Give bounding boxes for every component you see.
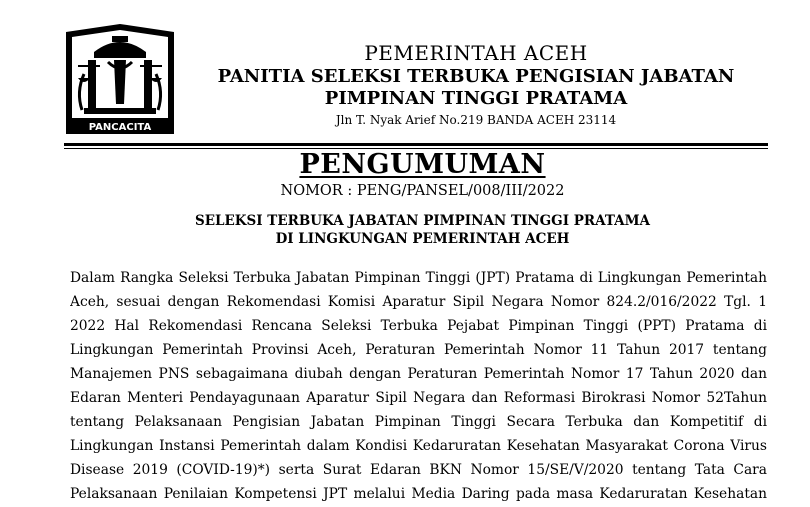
- body-line: tentang Pelaksanaan Pengisian Jabatan Pimpinan Tinggi Secara Terbuka dan Kompetitif di: [70, 414, 767, 430]
- letterhead: [186, 40, 766, 129]
- body-line: Lingkungan Pemerintah Provinsi Aceh, Peraturan Pemerintah Nomor 11 Tahun 2017 tentang: [70, 342, 767, 358]
- body-line: Aceh, sesuai dengan Rekomendasi Komisi Aparatur Sipil Negara Nomor 824.2/016/2022 Tgl. 1: [70, 294, 767, 310]
- subject-line-2: DI LINGKUNGAN PEMERINTAH ACEH: [275, 231, 570, 247]
- announcement-number: NOMOR : PENG/PANSEL/008/III/2022: [280, 183, 565, 199]
- subject-line-1: SELEKSI TERBUKA JABATAN PIMPINAN TINGGI PRATAMA: [194, 213, 651, 229]
- body-line: Disease 2019 (COVID-19)*) serta Surat Edaran BKN Nomor 15/SE/V/2020 tentang Tata Cara: [70, 462, 767, 478]
- position-name: PIMPINAN TINGGI PRATAMA: [324, 88, 628, 109]
- letterhead-divider-thick: [64, 143, 768, 146]
- body-line: Edaran Menteri Pendayagunaan Aparatur Sipil Negara dan Reformasi Birokrasi Nomor 52Tahun: [70, 390, 767, 406]
- announcement-title: PENGUMUMAN: [299, 149, 546, 180]
- body-line: 2022 Hal Rekomendasi Rencana Seleksi Terbuka Pejabat Pimpinan Tinggi (PPT) Pratama di: [70, 318, 767, 334]
- emblem-caption: PANCACITA: [88, 122, 152, 133]
- body-line: Lingkungan Instansi Pemerintah dalam Kondisi Kedaruratan Kesehatan Masyarakat Corona Virus: [70, 438, 767, 454]
- committee-name: PANITIA SELEKSI TERBUKA PENGISIAN JABATAN: [217, 66, 735, 87]
- announcement-subject: [0, 212, 810, 248]
- body-line: Dalam Rangka Seleksi Terbuka Jabatan Pimpinan Tinggi (JPT) Pratama di Lingkungan Pemerintah: [70, 270, 767, 286]
- body-line: Manajemen PNS sebagaimana diubah dengan Peraturan Pemerintah Nomor 17 Tahun 2020 dan: [70, 366, 767, 382]
- announcement-body: [70, 266, 767, 506]
- body-line: Pelaksanaan Penilaian Kompetensi JPT melalui Media Daring pada masa Kedaruratan Kesehatan: [70, 486, 767, 502]
- government-name: PEMERINTAH ACEH: [364, 41, 588, 65]
- pancacita-emblem: [64, 22, 176, 136]
- office-address: Jln T. Nyak Arief No.219 BANDA ACEH 23114: [335, 113, 617, 127]
